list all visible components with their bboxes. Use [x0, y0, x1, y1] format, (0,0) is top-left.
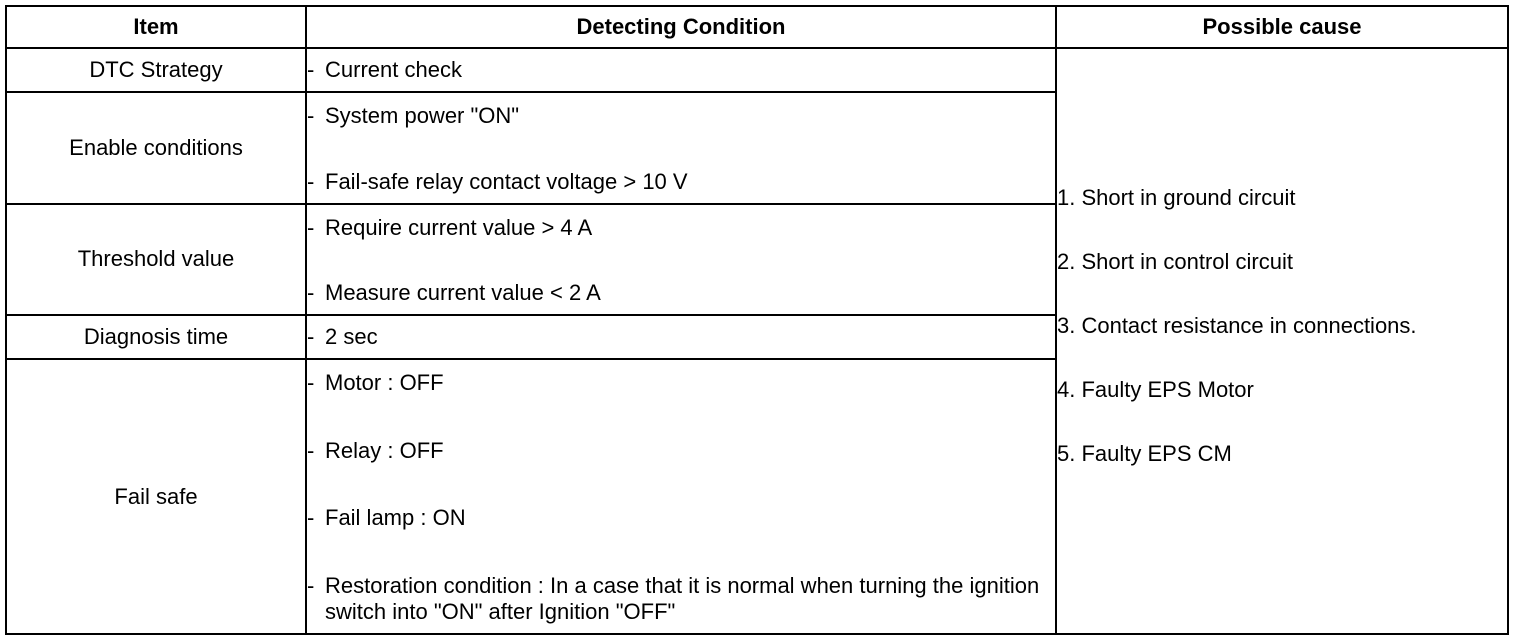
bullet-dash: - — [307, 57, 315, 83]
condition-line — [307, 169, 1055, 195]
condition-text: Current check — [325, 57, 462, 83]
bullet-dash: - — [307, 370, 315, 396]
condition-text: Measure current value < 2 A — [325, 279, 601, 305]
item-cell: Enable conditions — [6, 92, 306, 203]
bullet-dash: - — [307, 168, 315, 194]
header-detecting-condition: Detecting Condition — [306, 6, 1056, 48]
cause-item: 2. Short in control circuit — [1057, 249, 1293, 274]
header-possible-cause: Possible cause — [1056, 6, 1508, 48]
bullet-dash: - — [307, 323, 315, 349]
condition-line — [307, 103, 1055, 129]
condition-cell — [306, 204, 1056, 315]
condition-line — [307, 370, 1055, 396]
condition-text: Require current value > 4 A — [325, 214, 593, 240]
bullet-dash: - — [307, 103, 315, 129]
condition-line — [307, 280, 1055, 306]
item-cell: Diagnosis time — [6, 315, 306, 359]
item-cell: DTC Strategy — [6, 48, 306, 92]
condition-text: Motor : OFF — [325, 370, 444, 396]
possible-cause-cell — [1056, 48, 1508, 634]
condition-text: Fail lamp : ON — [325, 505, 466, 531]
cause-item: 3. Contact resistance in connections. — [1057, 313, 1417, 338]
header-row — [6, 6, 1508, 48]
condition-line — [307, 215, 1055, 241]
bullet-dash: - — [307, 214, 315, 240]
bullet-dash: - — [307, 279, 315, 305]
bullet-dash: - — [307, 437, 315, 463]
condition-text: Restoration condition : In a case that it is normal when turning the ignition switch into "ON" after Ignition "OFF" — [325, 572, 1040, 624]
condition-text: Fail-safe relay contact voltage > 10 V — [325, 168, 688, 194]
condition-line — [307, 57, 1055, 83]
cause-item: 1. Short in ground circuit — [1057, 185, 1296, 210]
condition-line — [307, 505, 1055, 531]
bullet-dash: - — [307, 505, 315, 531]
condition-text: Relay : OFF — [325, 437, 444, 463]
possible-cause-list — [1057, 185, 1507, 497]
item-cell: Fail safe — [6, 359, 306, 634]
condition-text: System power "ON" — [325, 103, 520, 129]
condition-cell — [306, 48, 1056, 92]
cause-item: 4. Faulty EPS Motor — [1057, 377, 1254, 402]
condition-text: 2 sec — [325, 323, 378, 349]
header-item: Item — [6, 6, 306, 48]
bullet-dash: - — [307, 572, 315, 598]
condition-line — [307, 438, 1055, 464]
condition-line — [307, 573, 1055, 625]
dtc-table — [5, 5, 1509, 635]
condition-cell — [306, 92, 1056, 203]
table-row — [6, 48, 1508, 92]
cause-item: 5. Faulty EPS CM — [1057, 441, 1232, 466]
condition-line — [307, 324, 1055, 350]
condition-cell — [306, 315, 1056, 359]
condition-cell — [306, 359, 1056, 634]
item-cell: Threshold value — [6, 204, 306, 315]
